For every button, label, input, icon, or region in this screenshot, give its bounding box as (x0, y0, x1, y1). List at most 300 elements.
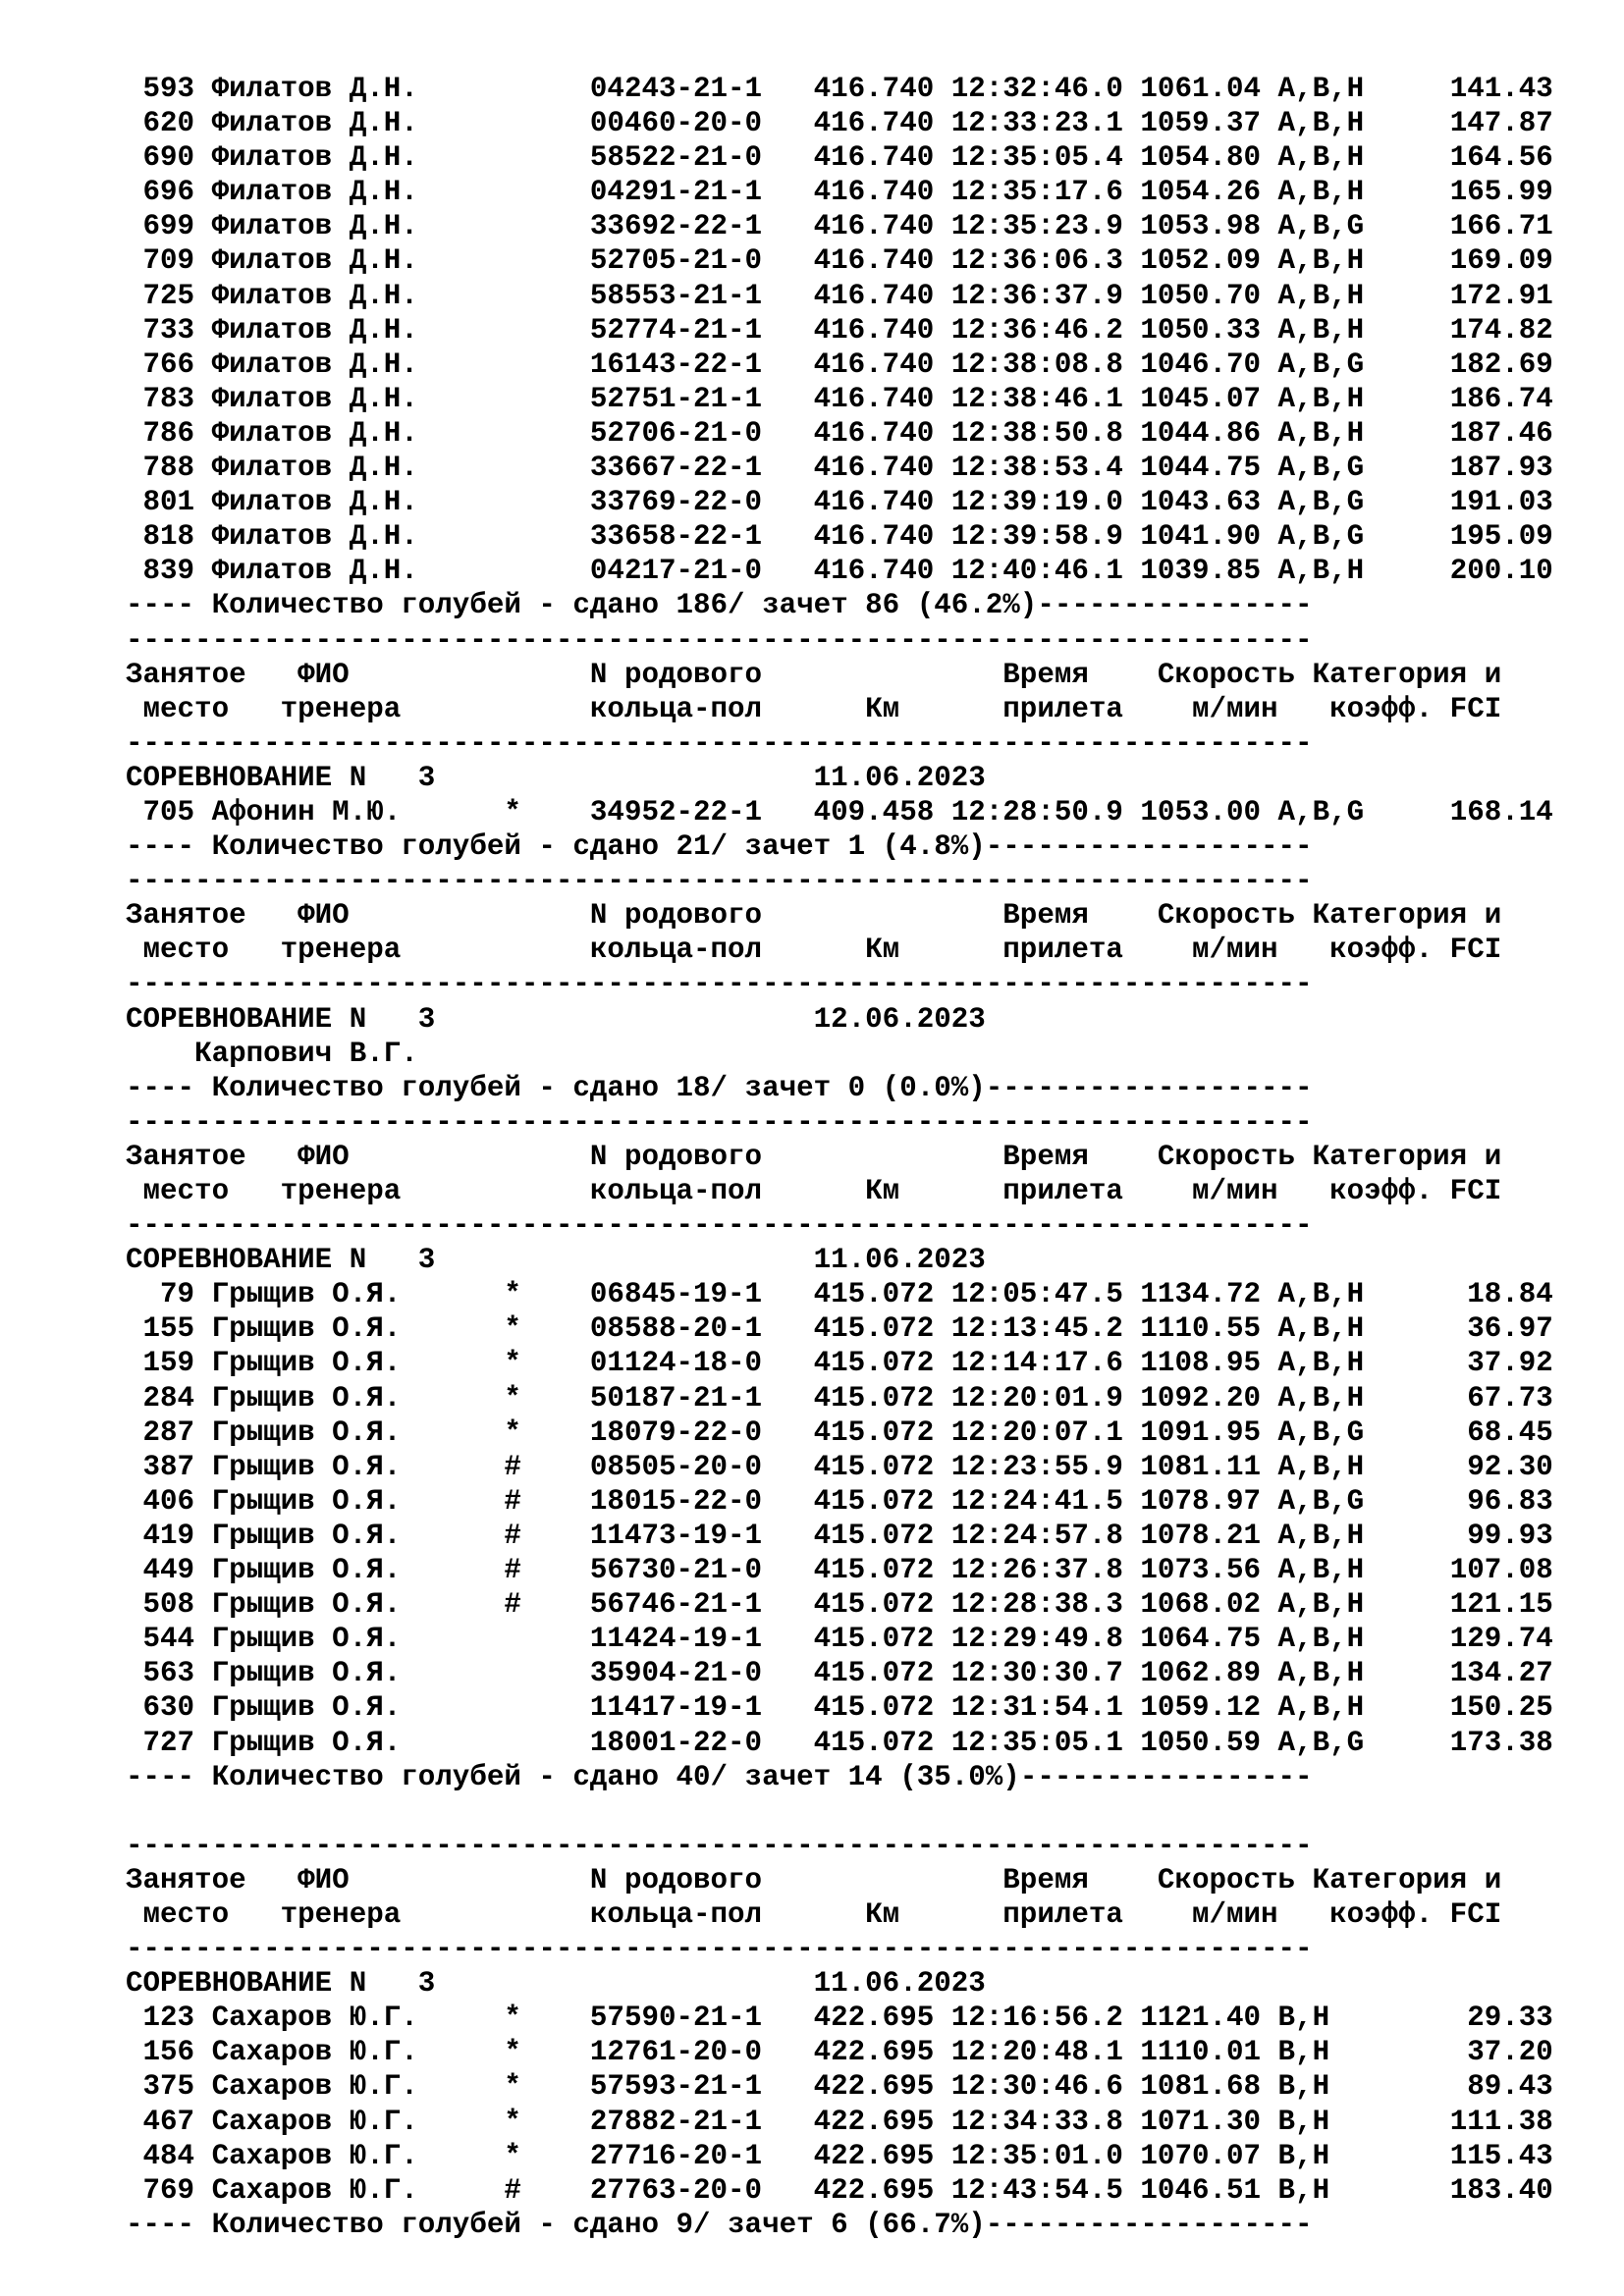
mark (504, 555, 521, 587)
speed: 1062.89 (1140, 1657, 1262, 1690)
distance-km: 416.740 (813, 279, 935, 312)
place: 484 (126, 2139, 195, 2172)
mark: # (504, 1484, 521, 1518)
distance-km: 416.740 (813, 416, 935, 450)
ring-number: 27763-20-0 (589, 2173, 763, 2207)
place: 155 (126, 1312, 195, 1346)
arrival-time: 12:35:17.6 (950, 176, 1123, 209)
arrival-time: 12:28:50.9 (950, 795, 1123, 828)
coach-name: Филатов Д.Н. (211, 107, 418, 140)
summary-line: ---- Количество голубей - сдано 18/ зачет 0 (0.0%)------------------- (126, 1071, 1313, 1104)
place: 467 (126, 2105, 195, 2138)
table-row (126, 1690, 1598, 1725)
mark (504, 486, 521, 518)
table-row (126, 72, 1598, 106)
table-row (126, 451, 1598, 485)
mark: * (504, 2139, 521, 2172)
table-header-line-2: место тренера кольца-пол Км прилета м/мин коэфф. FCI (126, 934, 1502, 967)
coach-name: Филатов Д.Н. (211, 313, 418, 347)
place: 449 (126, 1554, 195, 1587)
coach-name: Сахаров Ю.Г. (211, 2139, 418, 2172)
mark: * (504, 2105, 521, 2138)
coefficient: 99.93 (1380, 1519, 1553, 1552)
mark (504, 244, 521, 277)
arrival-time: 12:38:53.4 (950, 452, 1123, 485)
arrival-time: 12:39:19.0 (950, 486, 1123, 519)
table-row (126, 554, 1598, 588)
place: 508 (126, 1588, 195, 1622)
category: B,H (1277, 2173, 1365, 2207)
summary-line: ---- Количество голубей - сдано 21/ зачет 1 (4.8%)------------------- (126, 830, 1313, 864)
coach-name: Филатов Д.Н. (211, 382, 418, 415)
coefficient: 186.74 (1380, 382, 1553, 415)
distance-km: 415.072 (813, 1415, 935, 1449)
category: A,B,H (1277, 1278, 1365, 1311)
distance-km: 415.072 (813, 1381, 935, 1415)
distance-km: 416.740 (813, 555, 935, 588)
category: A,B,H (1277, 141, 1365, 175)
arrival-time: 12:34:33.8 (950, 2105, 1123, 2138)
category: A,B,G (1277, 1726, 1365, 1759)
category: B,H (1277, 2002, 1365, 2035)
category: A,B,G (1277, 486, 1365, 519)
category: A,B,G (1277, 452, 1365, 485)
table-header-line-2: место тренера кольца-пол Км прилета м/мин коэфф. FCI (126, 692, 1502, 725)
table-row (126, 1450, 1598, 1484)
speed: 1081.11 (1140, 1450, 1262, 1483)
separator-line: --------------------------------------------------------------------- (126, 1209, 1313, 1243)
place: 699 (126, 210, 195, 243)
speed: 1064.75 (1140, 1623, 1262, 1656)
speed: 1110.55 (1140, 1312, 1262, 1346)
arrival-time: 12:36:37.9 (950, 279, 1123, 312)
ring-number: 27716-20-1 (589, 2139, 763, 2172)
arrival-time: 12:36:06.3 (950, 244, 1123, 278)
mark (504, 452, 521, 484)
category: A,B,H (1277, 1588, 1365, 1622)
distance-km: 415.072 (813, 1519, 935, 1552)
place: 287 (126, 1415, 195, 1449)
ring-number: 56730-21-0 (589, 1554, 763, 1587)
mark (504, 176, 521, 208)
coefficient: 36.97 (1380, 1312, 1553, 1346)
distance-km: 416.740 (813, 452, 935, 485)
speed: 1050.33 (1140, 313, 1262, 347)
category: A,B,G (1277, 795, 1365, 828)
coefficient: 150.25 (1380, 1691, 1553, 1725)
place: 375 (126, 2070, 195, 2104)
coefficient: 29.33 (1380, 2002, 1553, 2035)
speed: 1043.63 (1140, 486, 1262, 519)
category: A,B,H (1277, 1623, 1365, 1656)
separator-line: --------------------------------------------------------------------- (126, 968, 1313, 1001)
ring-number: 34952-22-1 (589, 795, 763, 828)
place: 769 (126, 2173, 195, 2207)
table-row (126, 2035, 1598, 2069)
arrival-time: 12:24:57.8 (950, 1519, 1123, 1552)
mark (504, 383, 521, 415)
speed: 1078.97 (1140, 1484, 1262, 1518)
ring-number: 01124-18-0 (589, 1347, 763, 1380)
distance-km: 415.072 (813, 1691, 935, 1725)
distance-km: 415.072 (813, 1657, 935, 1690)
summary-text: ---- Количество голубей - сдано 18/ зачет 0 (0.0%) (126, 1071, 986, 1104)
distance-km: 416.740 (813, 176, 935, 209)
arrival-time: 12:28:38.3 (950, 1588, 1123, 1622)
place: 733 (126, 313, 195, 347)
table-row (126, 2105, 1598, 2139)
distance-km: 415.072 (813, 1450, 935, 1483)
competition-title: СОРЕВНОВАНИЕ N 3 11.06.2023 (126, 761, 986, 794)
arrival-time: 12:20:01.9 (950, 1381, 1123, 1415)
distance-km: 422.695 (813, 2173, 935, 2207)
place: 727 (126, 1726, 195, 1759)
place: 818 (126, 520, 195, 554)
separator-line: --------------------------------------------------------------------- (126, 1829, 1313, 1862)
place: 620 (126, 107, 195, 140)
table-row (126, 347, 1598, 382)
place: 156 (126, 2036, 195, 2069)
coach-name: Грыщив О.Я. (211, 1554, 418, 1587)
ring-number: 08505-20-0 (589, 1450, 763, 1483)
speed: 1050.59 (1140, 1726, 1262, 1759)
distance-km: 416.740 (813, 486, 935, 519)
coefficient: 115.43 (1380, 2139, 1553, 2172)
distance-km: 416.740 (813, 244, 935, 278)
coefficient: 200.10 (1380, 555, 1553, 588)
category: A,B,H (1277, 1554, 1365, 1587)
table-row (126, 1587, 1598, 1622)
category: A,B,G (1277, 520, 1365, 554)
table-row (126, 1346, 1598, 1380)
coefficient: 129.74 (1380, 1623, 1553, 1656)
speed: 1054.26 (1140, 176, 1262, 209)
distance-km: 422.695 (813, 2036, 935, 2069)
separator-line: --------------------------------------------------------------------- (126, 1933, 1313, 1966)
blank-line (126, 1794, 1598, 1829)
distance-km: 416.740 (813, 141, 935, 175)
arrival-time: 12:31:54.1 (950, 1691, 1123, 1725)
coach-name: Филатов Д.Н. (211, 555, 418, 588)
category: A,B,H (1277, 176, 1365, 209)
coefficient: 191.03 (1380, 486, 1553, 519)
ring-number: 57590-21-1 (589, 2002, 763, 2035)
coach-name: Сахаров Ю.Г. (211, 2036, 418, 2069)
coach-name: Грыщив О.Я. (211, 1347, 418, 1380)
table-header-line-1: Занятое ФИО N родового Время Скорость Категория и (126, 658, 1502, 691)
arrival-time: 12:30:30.7 (950, 1657, 1123, 1690)
category: A,B,H (1277, 279, 1365, 312)
mark (504, 417, 521, 450)
category: A,B,H (1277, 73, 1365, 105)
coefficient: 173.38 (1380, 1726, 1553, 1759)
mark (504, 73, 521, 105)
mark: * (504, 2070, 521, 2104)
competition-title: СОРЕВНОВАНИЕ N 3 11.06.2023 (126, 1967, 986, 2001)
place: 544 (126, 1623, 195, 1656)
place: 783 (126, 382, 195, 415)
arrival-time: 12:38:50.8 (950, 416, 1123, 450)
place: 563 (126, 1657, 195, 1690)
ring-number: 52751-21-1 (589, 382, 763, 415)
speed: 1041.90 (1140, 520, 1262, 554)
ring-number: 33769-22-0 (589, 486, 763, 519)
coefficient: 92.30 (1380, 1450, 1553, 1483)
ring-number: 57593-21-1 (589, 2070, 763, 2104)
speed: 1134.72 (1140, 1278, 1262, 1311)
distance-km: 415.072 (813, 1623, 935, 1656)
place: 788 (126, 452, 195, 485)
mark: * (504, 1278, 521, 1311)
summary-text: ---- Количество голубей - сдано 40/ зачет 14 (35.0%) (126, 1760, 1020, 1793)
summary-line: ---- Количество голубей - сдано 186/ зачет 86 (46.2%)---------------- (126, 589, 1313, 622)
category: A,B,H (1277, 107, 1365, 140)
table-row (126, 1726, 1598, 1760)
place: 123 (126, 2002, 195, 2035)
coefficient: 164.56 (1380, 141, 1553, 175)
distance-km: 415.072 (813, 1726, 935, 1759)
coefficient: 172.91 (1380, 279, 1553, 312)
arrival-time: 12:38:08.8 (950, 347, 1123, 381)
speed: 1053.00 (1140, 795, 1262, 828)
place: 419 (126, 1519, 195, 1552)
mark (504, 280, 521, 312)
coach-name: Грыщив О.Я. (211, 1312, 418, 1346)
coefficient: 182.69 (1380, 347, 1553, 381)
table-row (126, 175, 1598, 209)
table-row (126, 313, 1598, 347)
place: 839 (126, 555, 195, 588)
place: 696 (126, 176, 195, 209)
distance-km: 415.072 (813, 1554, 935, 1587)
speed: 1108.95 (1140, 1347, 1262, 1380)
speed: 1045.07 (1140, 382, 1262, 415)
place: 786 (126, 416, 195, 450)
ring-number: 16143-22-1 (589, 347, 763, 381)
table-row (126, 1311, 1598, 1346)
ring-number: 11473-19-1 (589, 1519, 763, 1552)
arrival-time: 12:14:17.6 (950, 1347, 1123, 1380)
category: A,B,H (1277, 1347, 1365, 1380)
distance-km: 416.740 (813, 107, 935, 140)
distance-km: 415.072 (813, 1312, 935, 1346)
table-row (126, 2173, 1598, 2208)
ring-number: 04243-21-1 (589, 73, 763, 105)
distance-km: 416.740 (813, 73, 935, 105)
coefficient: 187.93 (1380, 452, 1553, 485)
arrival-time: 12:24:41.5 (950, 1484, 1123, 1518)
speed: 1073.56 (1140, 1554, 1262, 1587)
ring-number: 08588-20-1 (589, 1312, 763, 1346)
mark (504, 107, 521, 139)
mark: * (504, 1415, 521, 1449)
coach-name: Филатов Д.Н. (211, 452, 418, 485)
table-row (126, 140, 1598, 175)
ring-number: 27882-21-1 (589, 2105, 763, 2138)
place: 593 (126, 73, 195, 105)
coach-name-line: Карпович В.Г. (126, 1037, 418, 1070)
ring-number: 04217-21-0 (589, 555, 763, 588)
coefficient: 89.43 (1380, 2070, 1553, 2104)
distance-km: 415.072 (813, 1347, 935, 1380)
ring-number: 06845-19-1 (589, 1278, 763, 1311)
table-row (126, 1415, 1598, 1450)
table-row (126, 795, 1598, 829)
arrival-time: 12:20:07.1 (950, 1415, 1123, 1449)
speed: 1121.40 (1140, 2002, 1262, 2035)
mark: # (504, 1450, 521, 1483)
place: 406 (126, 1484, 195, 1518)
coach-name: Грыщив О.Я. (211, 1450, 418, 1483)
ring-number: 12761-20-0 (589, 2036, 763, 2069)
arrival-time: 12:40:46.1 (950, 555, 1123, 588)
ring-number: 00460-20-0 (589, 107, 763, 140)
distance-km: 409.458 (813, 795, 935, 828)
coach-name: Филатов Д.Н. (211, 176, 418, 209)
place: 159 (126, 1347, 195, 1380)
mark: # (504, 1519, 521, 1552)
coach-name: Грыщив О.Я. (211, 1588, 418, 1622)
distance-km: 422.695 (813, 2105, 935, 2138)
place: 387 (126, 1450, 195, 1483)
distance-km: 415.072 (813, 1588, 935, 1622)
coach-name: Грыщив О.Я. (211, 1691, 418, 1725)
ring-number: 52706-21-0 (589, 416, 763, 450)
distance-km: 416.740 (813, 520, 935, 554)
coach-name: Сахаров Ю.Г. (211, 2173, 418, 2207)
coefficient: 68.45 (1380, 1415, 1553, 1449)
competition-title: СОРЕВНОВАНИЕ N 3 12.06.2023 (126, 1002, 986, 1036)
table-row (126, 1656, 1598, 1690)
arrival-time: 12:36:46.2 (950, 313, 1123, 347)
speed: 1044.75 (1140, 452, 1262, 485)
coefficient: 166.71 (1380, 210, 1553, 243)
speed: 1044.86 (1140, 416, 1262, 450)
ring-number: 33658-22-1 (589, 520, 763, 554)
coach-name: Филатов Д.Н. (211, 347, 418, 381)
coach-name: Грыщив О.Я. (211, 1381, 418, 1415)
category: A,B,H (1277, 382, 1365, 415)
coefficient: 96.83 (1380, 1484, 1553, 1518)
speed: 1110.01 (1140, 2036, 1262, 2069)
category: A,B,H (1277, 555, 1365, 588)
table-row (126, 1484, 1598, 1519)
mark (504, 348, 521, 381)
place: 705 (126, 795, 195, 828)
coefficient: 18.84 (1380, 1278, 1553, 1311)
speed: 1054.80 (1140, 141, 1262, 175)
coefficient: 121.15 (1380, 1588, 1553, 1622)
arrival-time: 12:38:46.1 (950, 382, 1123, 415)
separator-line: --------------------------------------------------------------------- (126, 865, 1313, 898)
mark: * (504, 2036, 521, 2069)
arrival-time: 12:05:47.5 (950, 1278, 1123, 1311)
coefficient: 67.73 (1380, 1381, 1553, 1415)
table-row (126, 485, 1598, 519)
coach-name: Грыщив О.Я. (211, 1278, 418, 1311)
table-row (126, 416, 1598, 451)
category: A,B,G (1277, 1415, 1365, 1449)
coefficient: 174.82 (1380, 313, 1553, 347)
mark (504, 1727, 521, 1759)
table-header-line-2: место тренера кольца-пол Км прилета м/мин коэфф. FCI (126, 1897, 1502, 1931)
place: 709 (126, 244, 195, 278)
category: A,B,H (1277, 1312, 1365, 1346)
place: 79 (126, 1278, 195, 1311)
category: A,B,H (1277, 1691, 1365, 1725)
coefficient: 37.20 (1380, 2036, 1553, 2069)
category: B,H (1277, 2036, 1365, 2069)
category: A,B,G (1277, 1484, 1365, 1518)
ring-number: 11424-19-1 (589, 1623, 763, 1656)
ring-number: 35904-21-0 (589, 1657, 763, 1690)
mark (504, 141, 521, 174)
arrival-time: 12:29:49.8 (950, 1623, 1123, 1656)
ring-number: 33692-22-1 (589, 210, 763, 243)
mark: * (504, 1347, 521, 1380)
coefficient: 187.46 (1380, 416, 1553, 450)
place: 630 (126, 1691, 195, 1725)
arrival-time: 12:20:48.1 (950, 2036, 1123, 2069)
coefficient: 37.92 (1380, 1347, 1553, 1380)
table-header-line-2: место тренера кольца-пол Км прилета м/мин коэфф. FCI (126, 1175, 1502, 1207)
category: A,B,H (1277, 313, 1365, 347)
speed: 1046.51 (1140, 2173, 1262, 2207)
coefficient: 195.09 (1380, 520, 1553, 554)
ring-number: 18015-22-0 (589, 1484, 763, 1518)
distance-km: 416.740 (813, 210, 935, 243)
ring-number: 11417-19-1 (589, 1691, 763, 1725)
table-row (126, 279, 1598, 313)
table-row (126, 1553, 1598, 1587)
ring-number: 04291-21-1 (589, 176, 763, 209)
category: A,B,H (1277, 1657, 1365, 1690)
coach-name: Грыщив О.Я. (211, 1484, 418, 1518)
coefficient: 165.99 (1380, 176, 1553, 209)
ring-number: 52705-21-0 (589, 244, 763, 278)
mark: * (504, 1312, 521, 1346)
distance-km: 415.072 (813, 1278, 935, 1311)
distance-km: 415.072 (813, 1484, 935, 1518)
ring-number: 56746-21-1 (589, 1588, 763, 1622)
speed: 1078.21 (1140, 1519, 1262, 1552)
coefficient: 147.87 (1380, 107, 1553, 140)
results-document (126, 72, 1598, 2242)
speed: 1059.37 (1140, 107, 1262, 140)
coach-name: Сахаров Ю.Г. (211, 2002, 418, 2035)
coach-name: Филатов Д.Н. (211, 416, 418, 450)
mark (504, 1691, 521, 1724)
category: A,B,H (1277, 416, 1365, 450)
arrival-time: 12:16:56.2 (950, 2002, 1123, 2035)
arrival-time: 12:35:23.9 (950, 210, 1123, 243)
coach-name: Грыщив О.Я. (211, 1415, 418, 1449)
mark (504, 520, 521, 553)
table-row (126, 2001, 1598, 2035)
arrival-time: 12:23:55.9 (950, 1450, 1123, 1483)
arrival-time: 12:33:23.1 (950, 107, 1123, 140)
mark (504, 210, 521, 242)
table-row (126, 1519, 1598, 1553)
arrival-time: 12:35:05.4 (950, 141, 1123, 175)
place: 284 (126, 1381, 195, 1415)
mark: # (504, 2173, 521, 2207)
ring-number: 52774-21-1 (589, 313, 763, 347)
category: A,B,H (1277, 1381, 1365, 1415)
distance-km: 422.695 (813, 2002, 935, 2035)
table-row (126, 209, 1598, 243)
coefficient: 141.43 (1380, 73, 1553, 105)
